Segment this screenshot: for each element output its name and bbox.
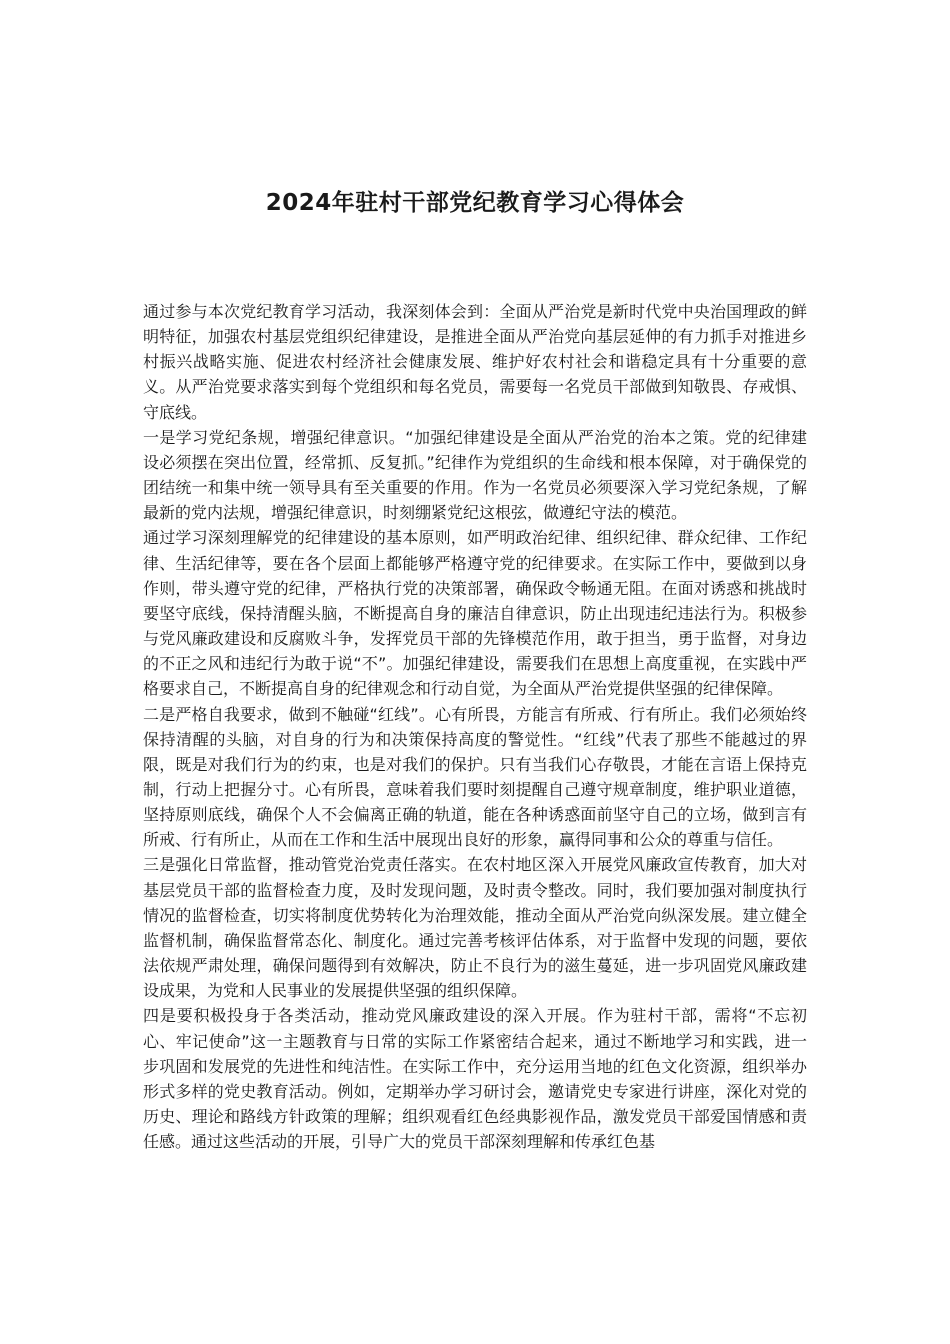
paragraph-point-four: 四是要积极投身于各类活动，推动党风廉政建设的深入开展。作为驻村干部，需将“不忘初心、牢记使命”这一主题教育与日常的实际工作紧密结合起来，通过不断地学习和实践，进一步巩固和发展党的先进性和纯洁性。在实际工作中，充分运用当地的红色文化资源，组织举办形式多样的党史教育活动。例如，定期举办学习研讨会，邀请党史专家进行讲座，深化对党的历史、理论和路线方针政策的理解；组织观看红色经典影视作品，激发党员干部爱国情感和责任感。通过这些活动的开展，引导广大的党员干部深刻理解和传承红色基: [143, 1006, 807, 1152]
paragraph-point-one-detail: 通过学习深刻理解党的纪律建设的基本原则，如严明政治纪律、组织纪律、群众纪律、工作纪律、生活纪律等，要在各个层面上都能够严格遵守党的纪律要求。在实际工作中，要做到以身作则，带头遵守党的纪律，严格执行党的决策部署，确保政令畅通无阻。在面对诱惑和挑战时要坚守底线，保持清醒头脑，不断提高自身的廉洁自律意识，防止出现违纪违法行为。积极参与党风廉政建设和反腐败斗争，发挥党员干部的先锋模范作用，敢于担当，勇于监督，对身边的不正之风和违纪行为敢于说“不”。加强纪律建设，需要我们在思想上高度重视，在实践中严格要求自己，不断提高自身的纪律观念和行动自觉，为全面从严治党提供坚强的纪律保障。: [143, 528, 807, 699]
paragraph-intro: 通过参与本次党纪教育学习活动，我深刻体会到：全面从严治党是新时代党中央治国理政的鲜明特征，加强农村基层党组织纪律建设，是推进全面从严治党向基层延伸的有力抓手对推进乡村振兴战略实施、促进农村经济社会健康发展、维护好农村社会和谐稳定具有十分重要的意义。从严治党要求落实到每个党组织和每名党员，需要每一名党员干部做到知敬畏、存戒惧、守底线。: [143, 302, 807, 422]
paragraph-point-one: 一是学习党纪条规，增强纪律意识。“加强纪律建设是全面从严治党的治本之策。党的纪律建设必须摆在突出位置，经常抓、反复抓。”纪律作为党组织的生命线和根本保障，对于确保党的团结统一和集中统一领导具有至关重要的作用。作为一名党员必须要深入学习党纪条规，了解最新的党内法规，增强纪律意识，时刻绷紧党纪这根弦，做遵纪守法的模范。: [143, 427, 807, 523]
paragraph-point-two: 二是严格自我要求，做到不触碰“红线”。心有所畏，方能言有所戒、行有所止。我们必须始终保持清醒的头脑，对自身的行为和决策保持高度的警觉性。“红线”代表了那些不能越过的界限，既是对我们行为的约束，也是对我们的保护。只有当我们心存敬畏，才能在言语上保持克制，行动上把握分寸。心有所畏，意味着我们要时刻提醒自己遵守规章制度，维护职业道德，坚持原则底线，确保个人不会偏离正确的轨道，能在各种诱惑面前坚守自己的立场，做到言有所戒、行有所止，从而在工作和生活中展现出良好的形象，赢得同事和公众的尊重与信任。: [143, 704, 807, 850]
document-title: 2024年驻村干部党纪教育学习心得体会: [265, 190, 685, 216]
paragraph-point-three: 三是强化日常监督，推动管党治党责任落实。在农村地区深入开展党风廉政宣传教育，加大对基层党员干部的监督检查力度，及时发现问题，及时责令整改。同时，我们要加强对制度执行情况的监督检查，切实将制度优势转化为治理效能，推动全面从严治党向纵深发展。建立健全监督机制，确保监督常态化、制度化。通过完善考核评估体系，对于监督中发现的问题，要依法依规严肃处理，确保问题得到有效解决，防止不良行为的滋生蔓延，进一步巩固党风廉政建设成果，为党和人民事业的发展提供坚强的组织保障。: [143, 855, 807, 1001]
document-body: [143, 299, 807, 1154]
